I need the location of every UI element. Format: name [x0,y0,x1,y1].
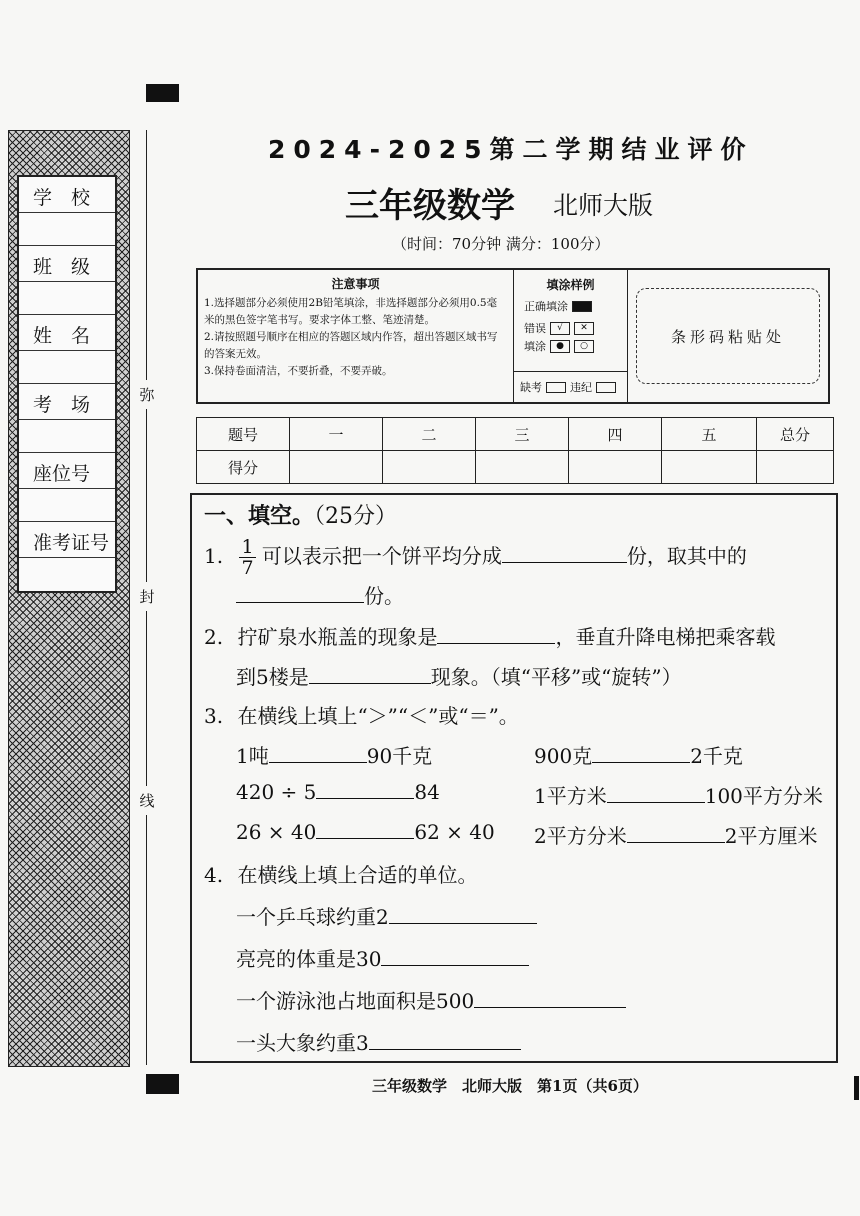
cross-mark-icon: ✕ [574,322,594,335]
score-cell[interactable] [290,451,383,484]
wrong-label: 错误 [524,322,546,335]
circle-mark-icon: ○ [574,340,594,353]
absent-checkbox[interactable] [546,382,566,393]
fill-sample-column [514,270,628,402]
compare-right: 90千克 [366,744,433,768]
subject-title: 三年级数学 [345,186,515,226]
compare-left: 1平方米 [534,784,607,808]
info-label: 姓 名 [33,325,91,347]
info-label: 准考证号 [33,532,110,554]
check-mark-icon: √ [550,322,570,335]
info-label: 考 场 [33,394,91,416]
answer-blank[interactable] [627,824,725,843]
compare-left: 26 × 40 [236,820,317,844]
compare-right: 2平方厘米 [724,824,818,848]
compare-left: 420 ÷ 5 [236,780,317,804]
score-cell[interactable] [569,451,662,484]
info-class [19,246,115,315]
question-text: ，垂直升降电梯把乘客载 [555,625,776,649]
correct-label: 正确填涂 [524,300,568,313]
page-footer: 三年级数学 北师大版 第1页（共6页） [372,1077,648,1095]
section-title [204,499,397,530]
question-number: 2. [204,625,224,649]
notice-item-2: 2.请按照题号顺序在相应的答题区域内作答，超出答题区域书写的答案无效。 [204,331,498,360]
question-text: 份，取其中的 [626,544,747,568]
compare-item [236,740,432,769]
unit-item-text: 一头大象约重3 [236,1031,369,1055]
question-text: 在横线上填上合适的单位。 [237,863,478,887]
fraction-numerator: 1 [241,536,254,558]
compare-right: 2千克 [690,744,743,768]
compare-item [534,820,817,849]
answer-blank[interactable] [437,625,555,644]
answer-blank[interactable] [236,584,364,603]
time-info: （时间：70分钟 满分：100分） [392,235,610,253]
compare-left: 900克 [534,744,593,768]
score-cell[interactable] [757,451,834,484]
info-school [19,177,115,246]
score-table [196,417,834,484]
sample-wrong-2 [514,337,627,355]
score-row-label: 得分 [197,451,290,484]
dot-mark-icon: ● [550,340,570,353]
question-text: 可以表示把一个饼平均分成 [261,544,502,568]
score-header-row [197,418,834,451]
section-title-text: 一、填空。 [204,504,315,529]
edition-label: 北师大版 [553,191,654,220]
seal-char-mi: 弥 [138,380,156,409]
info-label: 学 校 [33,187,91,209]
score-header-cell: 四 [569,418,662,451]
seal-char-feng: 封 [138,582,156,611]
question-text: 份。 [364,584,404,608]
discipline-label: 违纪 [570,381,592,394]
notice-item-3: 3.保持卷面清洁，不要折叠，不要弄破。 [204,365,393,377]
unit-item-text: 亮亮的体重是30 [236,947,382,971]
answer-blank[interactable] [502,544,627,563]
compare-right: 100平方分米 [704,784,823,808]
info-exam-id [19,522,115,591]
score-header-cell: 五 [662,418,757,451]
unit-item [236,1027,521,1056]
question-1-cont [236,580,404,609]
notice-box [196,268,830,404]
answer-blank[interactable] [316,780,414,799]
section-fill-in [190,493,838,1063]
wrong-label: 填涂 [524,340,546,353]
compare-right: 84 [414,780,440,804]
fraction [239,537,255,578]
score-cell[interactable] [662,451,757,484]
registration-mark-bottom [146,1074,179,1094]
question-text: 现象。（填“平移”或“旋转”） [430,665,682,689]
info-seat [19,453,115,522]
score-header-cell: 二 [383,418,476,451]
info-room [19,384,115,453]
score-header-cell: 三 [476,418,569,451]
notice-column [198,270,514,402]
question-3 [204,700,519,729]
unit-item [236,901,537,930]
answer-blank[interactable] [607,784,705,803]
sample-title: 填涂样例 [546,278,595,292]
sample-wrong-1 [514,319,627,337]
unit-item-text: 一个乒乓球约重2 [236,905,389,929]
unit-item [236,943,529,972]
compare-item [534,740,743,769]
info-label: 班 级 [33,256,91,278]
question-number: 3. [204,704,224,728]
answer-blank[interactable] [592,744,690,763]
registration-mark-right [854,1076,859,1100]
notice-title: 注意事项 [331,277,380,291]
absent-label: 缺考 [520,381,542,394]
answer-blank[interactable] [309,665,431,684]
filled-swatch-icon [572,301,592,312]
question-text: 到5楼是 [236,665,309,689]
compare-left: 1吨 [236,744,269,768]
score-cell[interactable] [476,451,569,484]
barcode-area: 条形码粘贴处 [636,288,820,384]
question-2 [204,621,775,650]
notice-item-1: 1.选择题部分必须使用2B铅笔填涂，非选择题部分必须用0.5毫米的黑色签字笔书写。要求字体工整、笔迹清楚。 [204,297,498,326]
section-points: （25分） [314,504,398,529]
answer-blank[interactable] [316,820,414,839]
discipline-checkbox[interactable] [596,382,616,393]
compare-item [236,820,495,844]
score-row [197,451,834,484]
score-cell[interactable] [383,451,476,484]
question-number: 4. [204,863,224,887]
compare-right: 62 × 40 [414,820,495,844]
info-label: 座位号 [33,463,91,485]
answer-blank[interactable] [269,744,367,763]
student-info-box [17,175,117,593]
barcode-column [628,270,828,402]
score-header-cell: 题号 [197,418,290,451]
absent-row [514,371,627,402]
question-4 [204,859,477,888]
question-text: 在横线上填上“＞”“＜”或“＝”。 [237,704,519,728]
compare-left: 2平方分米 [534,824,627,848]
info-name [19,315,115,384]
answer-blank[interactable] [474,989,626,1008]
question-number: 1. [204,544,224,568]
term-title: 2024-2025第二学期结业评价 [268,135,754,164]
question-1 [204,537,747,578]
answer-blank[interactable] [389,905,537,924]
sample-correct [514,297,627,315]
question-text: 拧矿泉水瓶盖的现象是 [237,625,438,649]
compare-item [534,780,823,809]
unit-item-text: 一个游泳池占地面积是500 [236,989,475,1013]
answer-blank[interactable] [369,1031,521,1050]
compare-item [236,780,440,804]
seal-char-xian: 线 [138,786,156,815]
fraction-denominator: 7 [241,557,254,579]
question-2-cont [236,661,682,690]
registration-mark-top [146,84,179,102]
score-header-cell: 总分 [757,418,834,451]
score-header-cell: 一 [290,418,383,451]
answer-blank[interactable] [381,947,529,966]
unit-item [236,985,626,1014]
